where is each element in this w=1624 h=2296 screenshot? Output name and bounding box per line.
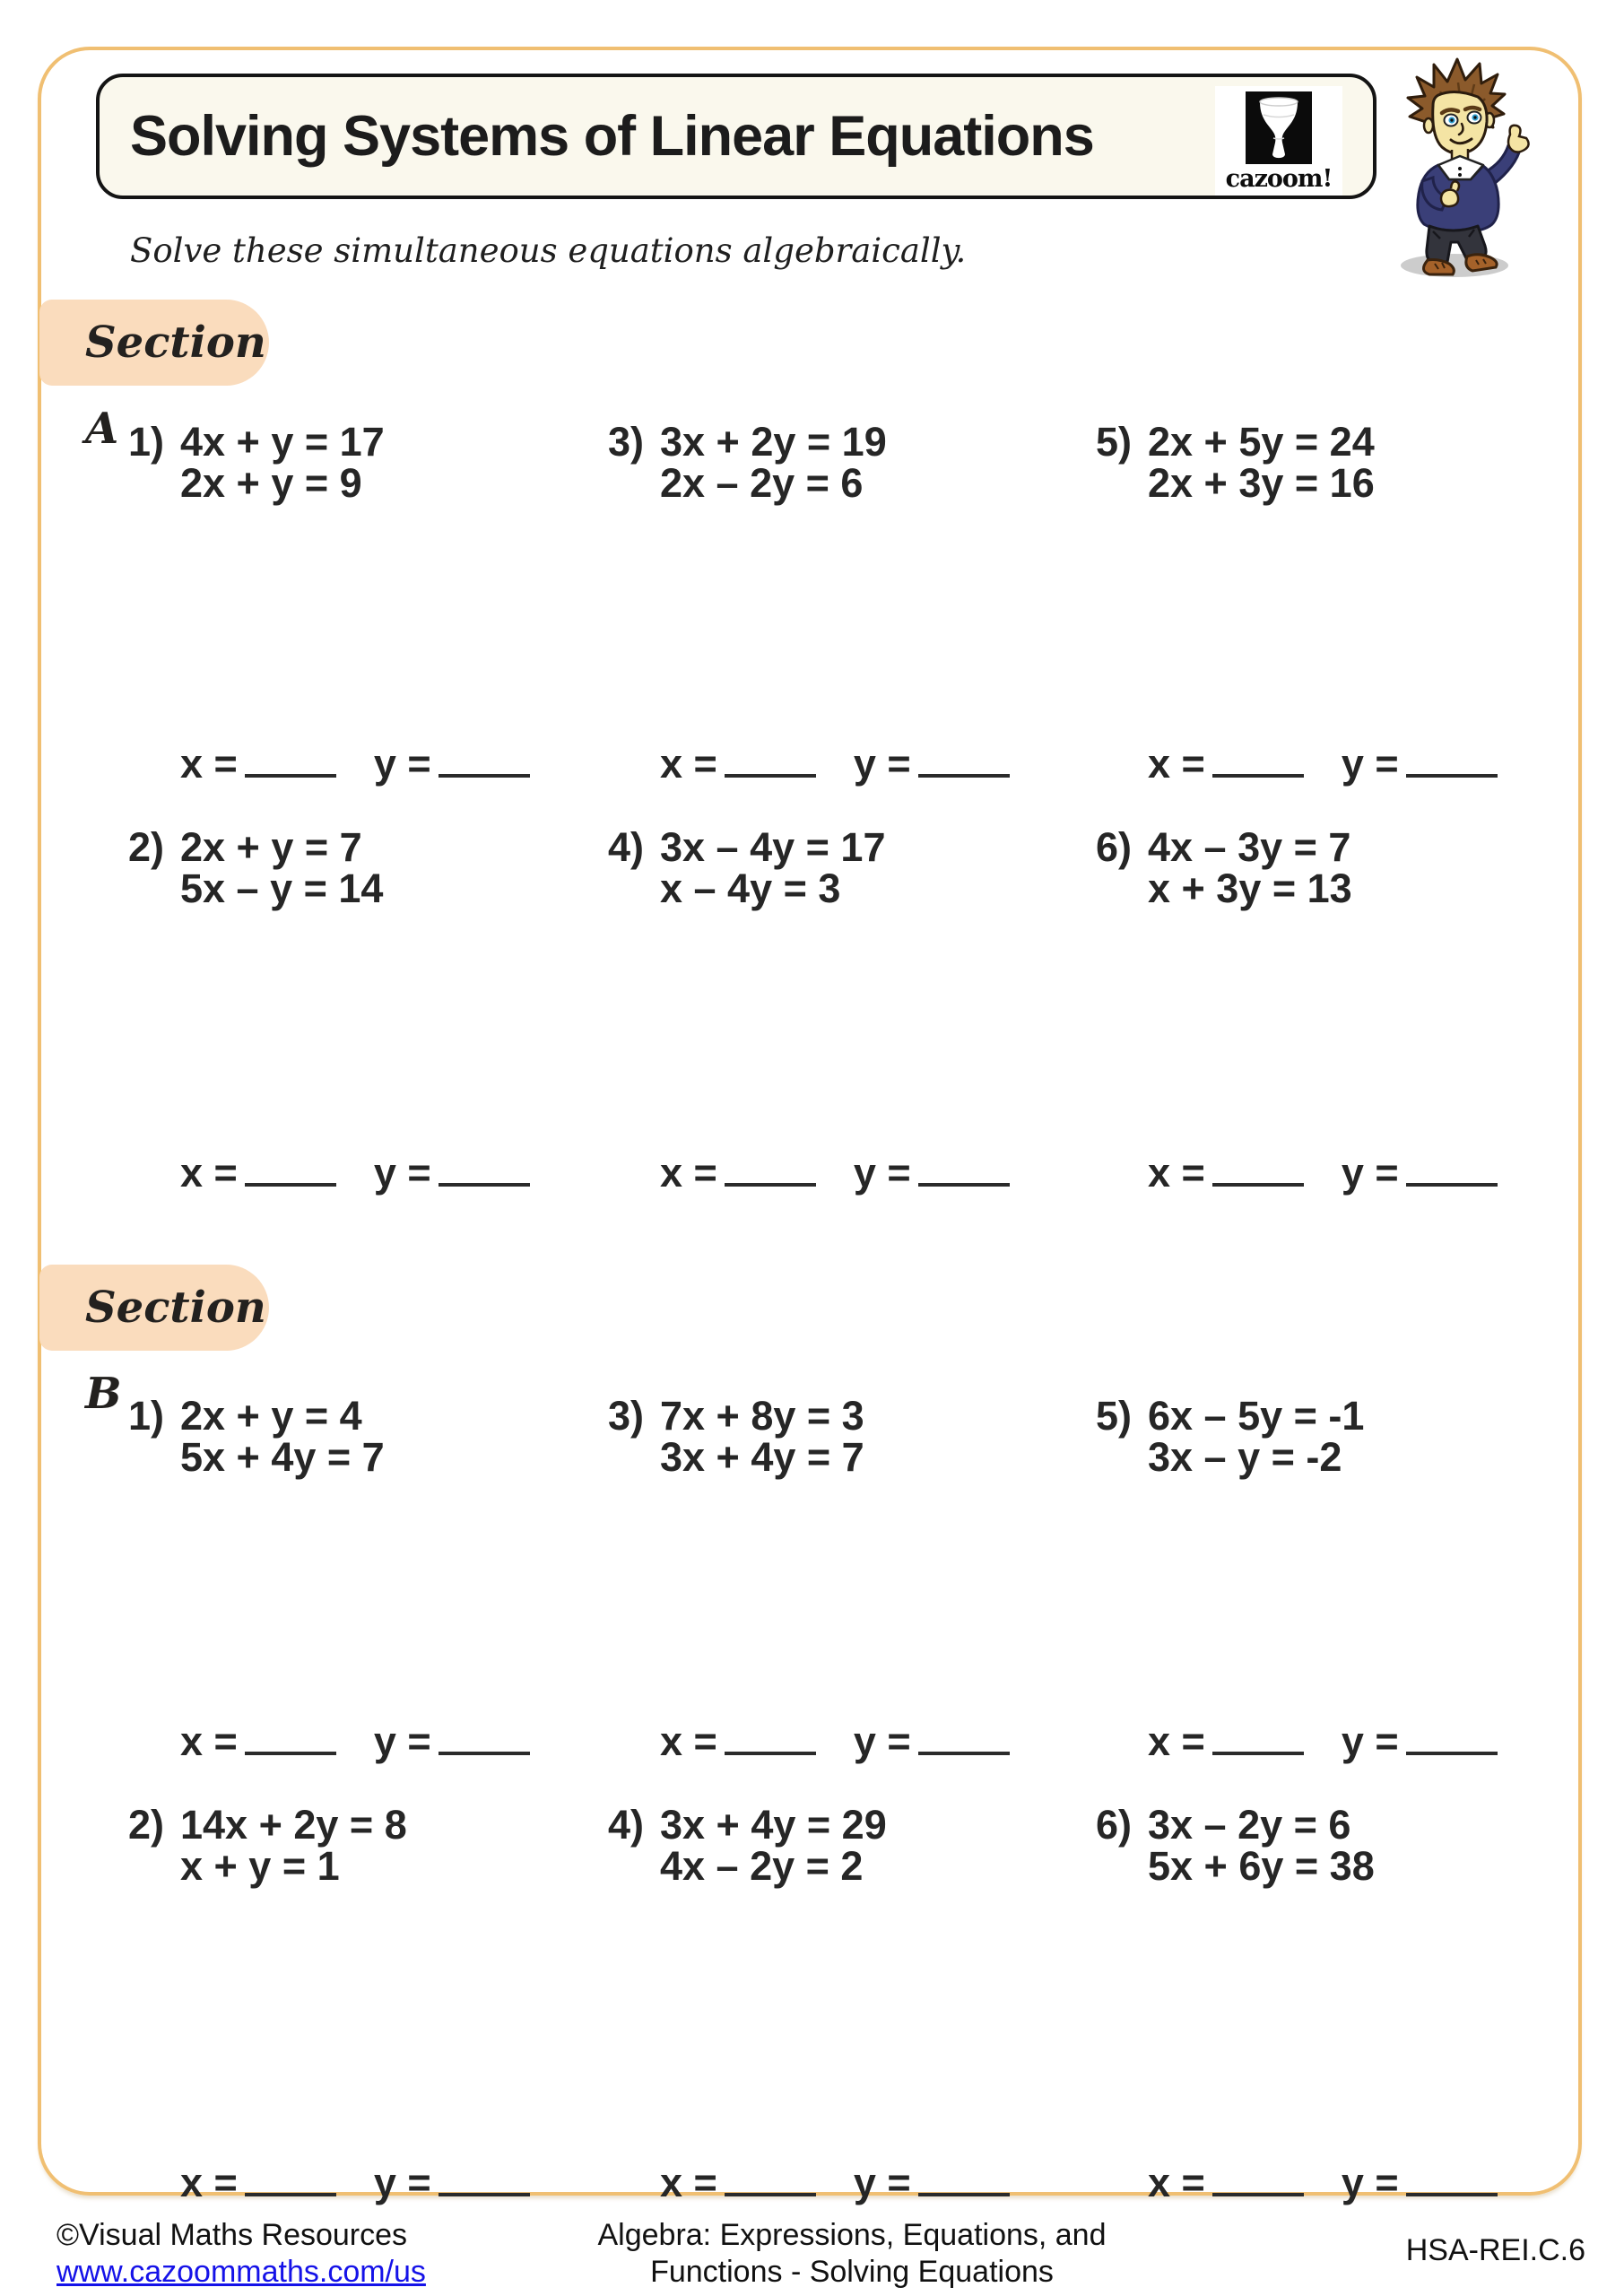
- x-equals-label: x =: [660, 741, 717, 787]
- page-title: Solving Systems of Linear Equations: [130, 105, 1094, 168]
- equation-line: 3x – y = -2: [1148, 1434, 1342, 1480]
- equation-line: 7x + 8y = 3: [660, 1393, 864, 1439]
- y-equals-label: y =: [1341, 1718, 1399, 1764]
- footer-left: [56, 2217, 426, 2291]
- x-equals-label: x =: [180, 1718, 238, 1764]
- x-equals-label: x =: [180, 1150, 238, 1196]
- mascot-thumbs-up: [1508, 126, 1529, 152]
- y-answer-blank[interactable]: [1406, 745, 1498, 778]
- x-answer-blank[interactable]: [1212, 745, 1304, 778]
- equation-line: 6x – 5y = -1: [1148, 1393, 1365, 1439]
- problem-number: 3): [608, 1393, 645, 1439]
- topic-line-2: Functions - Solving Equations: [650, 2255, 1054, 2289]
- answer-row: [180, 1718, 530, 1765]
- problem-a4: [608, 824, 886, 911]
- x-answer-blank[interactable]: [1212, 1154, 1304, 1187]
- answer-row: [180, 1150, 530, 1196]
- equation-line: x – 4y = 3: [660, 865, 841, 911]
- y-equals-label: y =: [853, 1718, 911, 1764]
- equation-line: 4x + y = 17: [180, 419, 385, 465]
- instruction-text: Solve these simultaneous equations algebraically.: [130, 231, 967, 270]
- copyright-text: ©Visual Maths Resources: [56, 2218, 408, 2252]
- x-answer-blank[interactable]: [245, 1154, 336, 1187]
- x-equals-label: x =: [180, 741, 238, 787]
- section-a-label: Section A: [85, 317, 266, 454]
- section-b-label: Section B: [85, 1283, 266, 1419]
- y-answer-blank[interactable]: [1406, 1723, 1498, 1755]
- section-b-tab: [39, 1265, 269, 1419]
- equation-line: 3x – 2y = 6: [1148, 1802, 1351, 1848]
- footer-topic: [597, 2217, 1106, 2291]
- x-answer-blank[interactable]: [245, 1723, 336, 1755]
- equation-line: x + y = 1: [180, 1843, 340, 1889]
- problem-a6: [1096, 824, 1352, 911]
- y-equals-label: y =: [373, 1150, 431, 1196]
- equation-line: 14x + 2y = 8: [180, 1802, 407, 1848]
- problem-number: 4): [608, 824, 645, 870]
- y-equals-label: y =: [853, 2160, 911, 2205]
- y-answer-blank[interactable]: [1406, 1154, 1498, 1187]
- problem-b3: [608, 1393, 864, 1480]
- y-equals-label: y =: [373, 1718, 431, 1764]
- equation-line: 3x + 4y = 29: [660, 1802, 887, 1848]
- answer-row: [1148, 741, 1498, 787]
- problem-number: 1): [128, 419, 165, 465]
- equation-line: 2x + y = 9: [180, 460, 362, 506]
- x-equals-label: x =: [180, 2160, 238, 2205]
- problem-number: 5): [1096, 419, 1133, 465]
- equation-line: 2x + 5y = 24: [1148, 419, 1375, 465]
- equation-line: 2x + 3y = 16: [1148, 460, 1375, 506]
- equation-line: 3x + 4y = 7: [660, 1434, 864, 1480]
- problem-number: 5): [1096, 1393, 1133, 1439]
- x-answer-blank[interactable]: [725, 1154, 816, 1187]
- equation-line: 3x – 4y = 17: [660, 824, 886, 870]
- problem-b6: [1096, 1802, 1375, 1889]
- problem-b5: [1096, 1393, 1365, 1480]
- equation-line: 2x – 2y = 6: [660, 460, 864, 506]
- equation-line: 4x – 3y = 7: [1148, 824, 1351, 870]
- y-answer-blank[interactable]: [439, 745, 530, 778]
- y-answer-blank[interactable]: [1406, 2164, 1498, 2196]
- topic-line-1: Algebra: Expressions, Equations, and: [597, 2218, 1107, 2252]
- problem-a1: [128, 419, 385, 506]
- answer-row: [180, 2160, 530, 2206]
- y-equals-label: y =: [1341, 2160, 1399, 2205]
- problem-number: 3): [608, 419, 645, 465]
- problem-b4: [608, 1802, 887, 1889]
- x-equals-label: x =: [660, 1150, 717, 1196]
- problem-number: 2): [128, 824, 165, 870]
- answer-row: [660, 1718, 1010, 1765]
- y-answer-blank[interactable]: [918, 1723, 1010, 1755]
- y-equals-label: y =: [853, 1150, 911, 1196]
- y-equals-label: y =: [373, 2160, 431, 2205]
- equation-line: 5x – y = 14: [180, 865, 384, 911]
- title-box: [96, 74, 1376, 199]
- x-answer-blank[interactable]: [1212, 2164, 1304, 2196]
- answer-row: [660, 741, 1010, 787]
- problem-number: 6): [1096, 1802, 1133, 1848]
- y-equals-label: y =: [853, 741, 911, 787]
- problem-b2: [128, 1802, 407, 1889]
- problem-number: 6): [1096, 824, 1133, 870]
- x-equals-label: x =: [660, 2160, 717, 2205]
- equation-line: 2x + y = 4: [180, 1393, 362, 1439]
- problem-number: 1): [128, 1393, 165, 1439]
- standard-code: HSA-REI.C.6: [1405, 2233, 1585, 2267]
- answer-row: [180, 741, 530, 787]
- website-link[interactable]: www.cazoommaths.com/us: [56, 2255, 426, 2289]
- problem-a3: [608, 419, 887, 506]
- y-answer-blank[interactable]: [918, 1154, 1010, 1187]
- equation-line: 3x + 2y = 19: [660, 419, 887, 465]
- equation-line: x + 3y = 13: [1148, 865, 1352, 911]
- x-answer-blank[interactable]: [725, 745, 816, 778]
- x-equals-label: x =: [1148, 1150, 1205, 1196]
- x-equals-label: x =: [1148, 2160, 1205, 2205]
- answer-row: [1148, 2160, 1498, 2206]
- equation-line: 4x – 2y = 2: [660, 1843, 864, 1889]
- mascot-shoe: [1466, 255, 1497, 271]
- equation-line: 5x + 6y = 38: [1148, 1843, 1375, 1889]
- problem-number: 4): [608, 1802, 645, 1848]
- x-equals-label: x =: [660, 1718, 717, 1764]
- problem-b1: [128, 1393, 385, 1480]
- x-equals-label: x =: [1148, 1718, 1205, 1764]
- answer-row: [1148, 1150, 1498, 1196]
- equation-line: 2x + y = 7: [180, 824, 362, 870]
- answer-row: [1148, 1718, 1498, 1765]
- mascot-illustration: [1395, 56, 1530, 282]
- x-answer-blank[interactable]: [725, 1723, 816, 1755]
- cazoom-logo: [1215, 86, 1342, 196]
- y-equals-label: y =: [1341, 741, 1399, 787]
- cazoom-wordmark: cazoom!: [1225, 165, 1333, 193]
- problem-a2: [128, 824, 384, 911]
- y-answer-blank[interactable]: [439, 2164, 530, 2196]
- x-equals-label: x =: [1148, 741, 1205, 787]
- y-answer-blank[interactable]: [439, 1154, 530, 1187]
- section-a-tab: [39, 300, 269, 454]
- x-answer-blank[interactable]: [245, 745, 336, 778]
- y-equals-label: y =: [1341, 1150, 1399, 1196]
- x-answer-blank[interactable]: [245, 2164, 336, 2196]
- djembe-drum-icon: [1246, 91, 1312, 164]
- y-answer-blank[interactable]: [918, 2164, 1010, 2196]
- answer-row: [660, 1150, 1010, 1196]
- y-answer-blank[interactable]: [439, 1723, 530, 1755]
- problem-a5: [1096, 419, 1375, 506]
- x-answer-blank[interactable]: [725, 2164, 816, 2196]
- equation-line: 5x + 4y = 7: [180, 1434, 385, 1480]
- problem-number: 2): [128, 1802, 165, 1848]
- y-equals-label: y =: [373, 741, 431, 787]
- answer-row: [660, 2160, 1010, 2206]
- y-answer-blank[interactable]: [918, 745, 1010, 778]
- x-answer-blank[interactable]: [1212, 1723, 1304, 1755]
